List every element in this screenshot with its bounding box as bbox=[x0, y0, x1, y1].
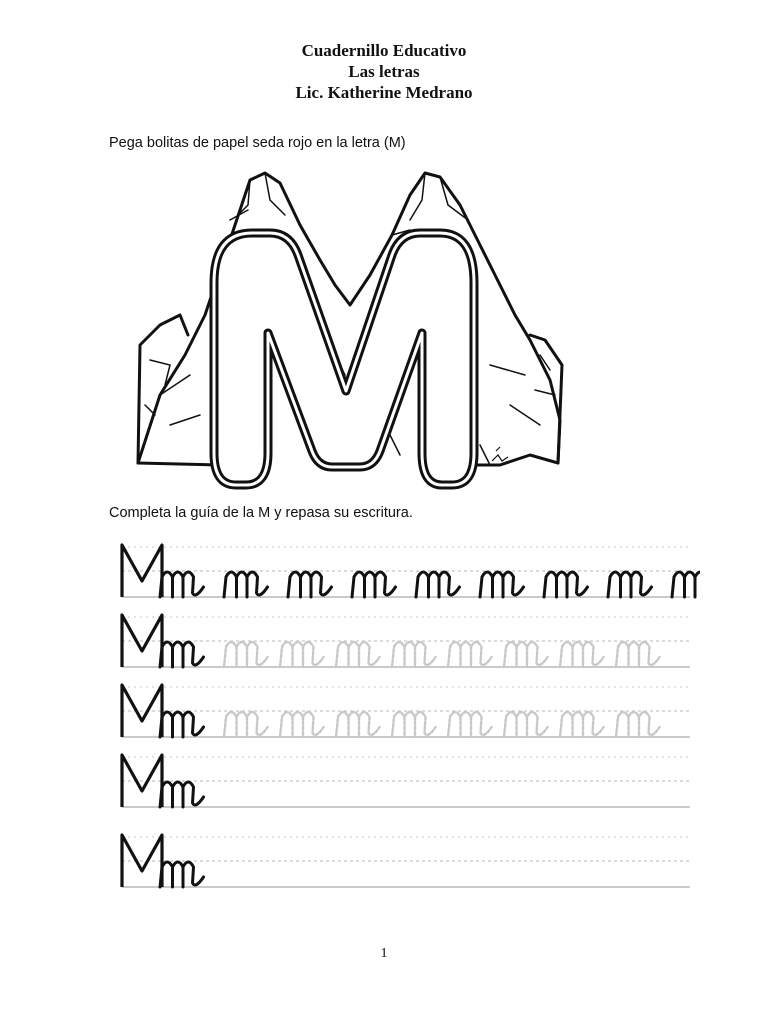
practice-row bbox=[122, 615, 690, 667]
lowercase-m-letter bbox=[160, 712, 204, 737]
practice-row bbox=[122, 685, 690, 737]
mountain-letter-m-illustration bbox=[130, 165, 570, 495]
traceable-m-letter bbox=[392, 642, 436, 667]
traceable-m-letter bbox=[280, 642, 324, 667]
document-subtitle: Las letras bbox=[348, 62, 420, 81]
mountain-ridge-detail bbox=[230, 173, 470, 235]
traceable-m-letter bbox=[504, 712, 548, 737]
document-header bbox=[0, 40, 768, 103]
lowercase-m-letter bbox=[352, 572, 396, 597]
traceable-m-letter bbox=[448, 712, 492, 737]
practice-row bbox=[122, 835, 690, 887]
traceable-m-letter bbox=[280, 712, 324, 737]
lowercase-m-letter bbox=[288, 572, 332, 597]
letter-m-outline bbox=[214, 233, 474, 485]
traceable-m-letter bbox=[224, 642, 268, 667]
document-title: Cuadernillo Educativo bbox=[301, 41, 467, 60]
lowercase-m-letter bbox=[224, 572, 268, 597]
traceable-m-letter bbox=[560, 712, 604, 737]
traceable-m-letter bbox=[616, 642, 660, 667]
lowercase-m-letter bbox=[480, 572, 524, 597]
practice-row bbox=[122, 545, 700, 597]
lowercase-m-letter bbox=[608, 572, 652, 597]
lowercase-m-letter bbox=[160, 862, 204, 887]
traceable-m-letter bbox=[336, 642, 380, 667]
traceable-m-letter bbox=[336, 712, 380, 737]
instruction-trace: Completa la guía de la M y repasa su escritura. bbox=[109, 505, 413, 521]
lowercase-m-letter bbox=[416, 572, 460, 597]
traceable-m-letter bbox=[392, 712, 436, 737]
lowercase-m-letter bbox=[672, 572, 700, 597]
traceable-m-letter bbox=[616, 712, 660, 737]
lowercase-m-letter bbox=[160, 782, 204, 807]
handwriting-practice-grid bbox=[100, 535, 700, 900]
lowercase-m-letter bbox=[544, 572, 588, 597]
document-author: Lic. Katherine Medrano bbox=[295, 83, 473, 102]
traceable-m-letter bbox=[504, 642, 548, 667]
instruction-glue: Pega bolitas de papel seda rojo en la letra (M) bbox=[109, 135, 406, 151]
lowercase-m-letter bbox=[160, 642, 204, 667]
traceable-m-letter bbox=[448, 642, 492, 667]
lowercase-m-letter bbox=[160, 572, 204, 597]
practice-row bbox=[122, 755, 690, 807]
traceable-m-letter bbox=[560, 642, 604, 667]
signature-mark bbox=[492, 447, 508, 461]
right-foothill bbox=[530, 335, 562, 463]
page-number: 1 bbox=[380, 946, 388, 961]
traceable-m-letter bbox=[224, 712, 268, 737]
